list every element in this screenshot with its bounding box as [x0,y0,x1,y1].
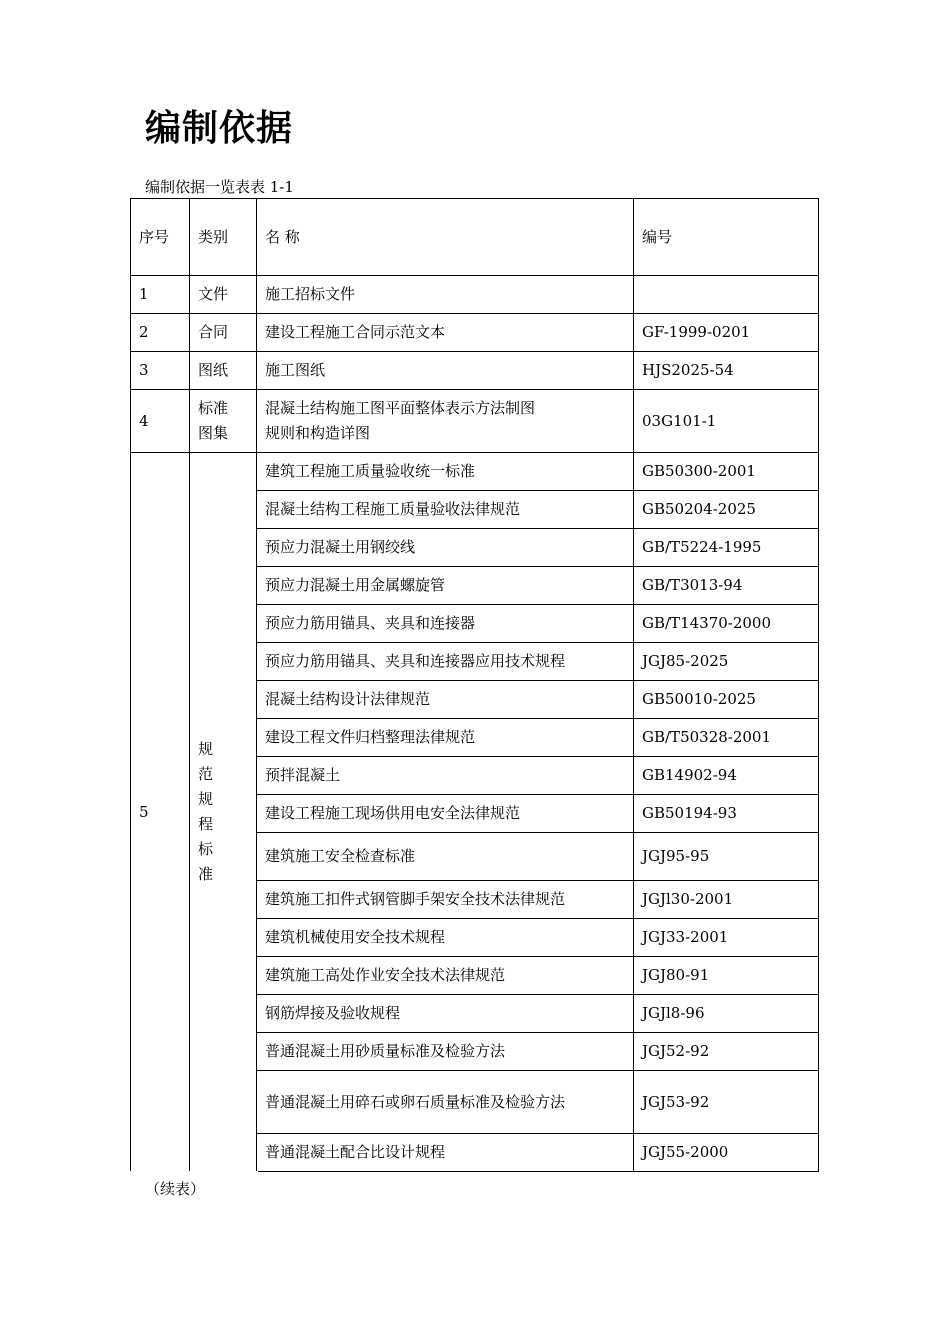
row-name: 建设工程文件归档整理法律规范 [257,719,634,757]
row-name: 预应力筋用锚具、夹具和连接器 [257,605,634,643]
table-row [131,352,819,390]
row-code: GF-1999-0201 [634,314,819,352]
row-category: 图纸 [190,352,257,390]
category-char: 准 [198,865,214,883]
row-code: JGJ85-2025 [634,643,819,681]
row-name: 建筑施工扣件式钢管脚手架安全技术法律规范 [257,881,634,919]
row-category [190,390,257,453]
row-category [190,453,257,1172]
row-name: 预应力混凝土用钢绞线 [257,529,634,567]
row-name: 建筑工程施工质量验收统一标准 [257,453,634,491]
row-code: GB50194-93 [634,795,819,833]
row-code: GB50204-2025 [634,491,819,529]
row-code: GB/T3013-94 [634,567,819,605]
row-code: 03G101-1 [634,390,819,453]
row-code: GB50010-2025 [634,681,819,719]
row-name: 预应力混凝土用金属螺旋管 [257,567,634,605]
row-no: 3 [131,352,190,390]
row-code: GB/T50328-2001 [634,719,819,757]
basis-table [130,198,819,1172]
row-code: JGJ33-2001 [634,919,819,957]
row-name: 施工图纸 [257,352,634,390]
row-code: GB14902-94 [634,757,819,795]
row-name: 建设工程施工现场供用电安全法律规范 [257,795,634,833]
row-name: 建筑施工高处作业安全技术法律规范 [257,957,634,995]
header-no: 序号 [131,199,190,276]
row-name: 普通混凝土用碎石或卵石质量标准及检验方法 [257,1071,634,1134]
header-name: 名 称 [257,199,634,276]
table-row [131,276,819,314]
row-code: GB50300-2001 [634,453,819,491]
name-line: 规则和构造详图 [265,424,371,442]
table-row [131,453,819,491]
row-name: 预拌混凝土 [257,757,634,795]
row-category: 合同 [190,314,257,352]
row-code: GB/T5224-1995 [634,529,819,567]
category-char: 规 [198,740,214,758]
row-name: 施工招标文件 [257,276,634,314]
category-line: 图集 [198,424,229,442]
header-category: 类别 [190,199,257,276]
table-row [131,314,819,352]
row-code: GB/T14370-2000 [634,605,819,643]
row-name: 普通混凝土配合比设计规程 [257,1134,634,1172]
category-char: 规 [198,790,214,808]
row-code: JGJl8-96 [634,995,819,1033]
row-name: 预应力筋用锚具、夹具和连接器应用技术规程 [257,643,634,681]
row-name: 混凝土结构设计法律规范 [257,681,634,719]
page-break-mask [128,1171,258,1177]
row-name: 建筑施工安全检查标准 [257,833,634,881]
document-title: 编制依据 [145,108,294,149]
row-name: 建筑机械使用安全技术规程 [257,919,634,957]
row-code [634,276,819,314]
row-no: 2 [131,314,190,352]
row-code: HJS2025-54 [634,352,819,390]
row-no: 4 [131,390,190,453]
continued-label: （续表） [145,1180,206,1198]
row-name: 普通混凝土用砂质量标准及检验方法 [257,1033,634,1071]
row-category: 文件 [190,276,257,314]
row-code: JGJ80-91 [634,957,819,995]
row-no: 1 [131,276,190,314]
row-name: 混凝土结构工程施工质量验收法律规范 [257,491,634,529]
row-no: 5 [131,453,190,1172]
row-code: JGJ95-95 [634,833,819,881]
table-caption: 编制依据一览表表 1-1 [145,178,294,196]
header-row [131,199,819,276]
category-char: 标 [198,840,214,858]
name-line: 混凝土结构施工图平面整体表示方法制图 [265,399,536,417]
row-code: JGJl30-2001 [634,881,819,919]
row-name: 建设工程施工合同示范文本 [257,314,634,352]
header-code: 编号 [634,199,819,276]
row-name: 钢筋焊接及验收规程 [257,995,634,1033]
row-name [257,390,634,453]
row-code: JGJ53-92 [634,1071,819,1134]
category-char: 范 [198,765,214,783]
table-row [131,390,819,453]
row-code: JGJ52-92 [634,1033,819,1071]
row-code: JGJ55-2000 [634,1134,819,1172]
category-line: 标准 [198,399,229,417]
category-char: 程 [198,815,214,833]
